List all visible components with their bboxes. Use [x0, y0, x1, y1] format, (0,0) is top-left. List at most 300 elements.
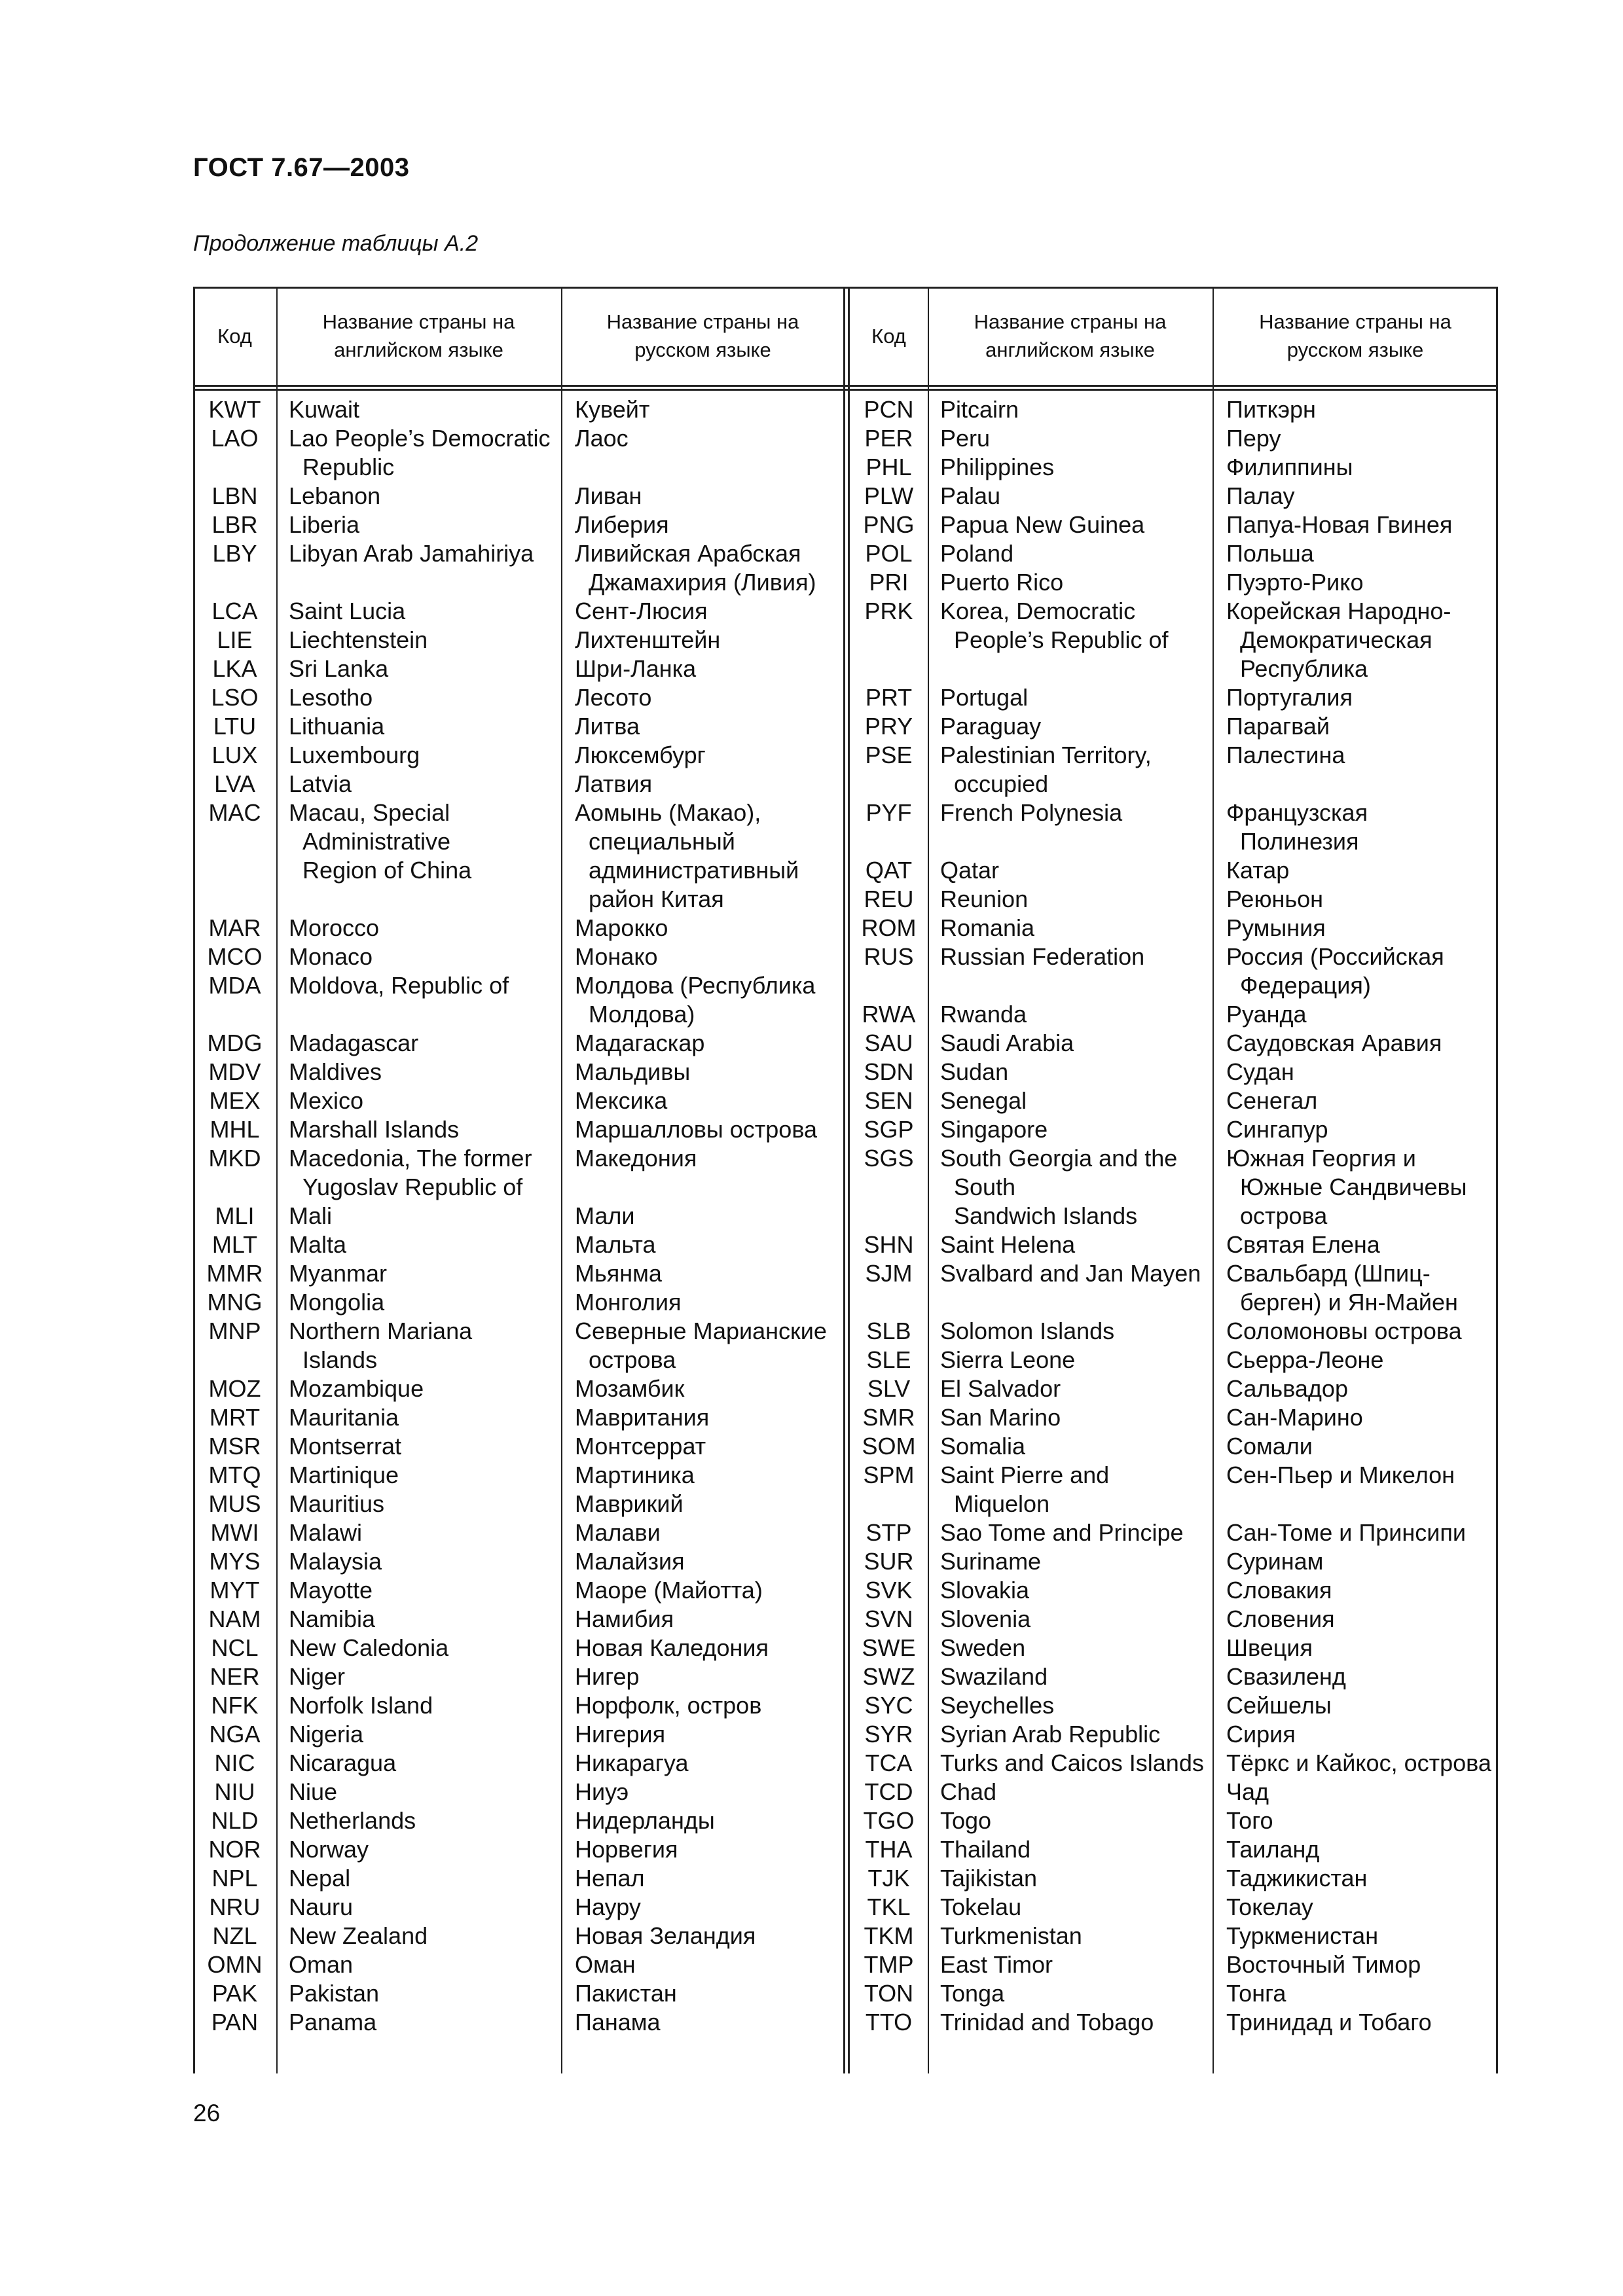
cell-line: New Zealand	[289, 1922, 428, 1949]
cell-line: Соломоновы острова	[1226, 1318, 1462, 1344]
cell-line: Marshall Islands	[289, 1116, 460, 1143]
code-cell: NER	[210, 1663, 260, 1690]
russian-name-cell	[1226, 1893, 1496, 1922]
cell-line: Швеция	[1226, 1634, 1313, 1661]
cell-line: Mozambique	[289, 1375, 424, 1402]
cell-line: Аомынь (Макао),	[575, 799, 761, 826]
table-row	[193, 1288, 1498, 1317]
cell-line: Южные Сандвичевы	[1240, 1174, 1467, 1200]
cell-line: Шри-Ланка	[575, 655, 697, 682]
cell-line: Реюньон	[1226, 886, 1323, 912]
code-cell: PRI	[869, 569, 909, 596]
cell-line: Northern Mariana	[289, 1318, 473, 1344]
table-row	[193, 770, 1498, 798]
table-row	[193, 1490, 1498, 1518]
english-name-cell	[289, 1576, 560, 1605]
russian-name-cell	[1226, 1086, 1496, 1115]
russian-name-cell	[575, 1979, 847, 2008]
russian-name-cell	[1226, 1576, 1496, 1605]
cell-line: Кувейт	[575, 396, 650, 423]
english-name-cell	[940, 914, 1212, 942]
cell-line: Люксембург	[575, 742, 706, 768]
english-name-cell	[289, 1806, 560, 1835]
cell-line: Свазиленд	[1226, 1663, 1346, 1690]
cell-line: Нигерия	[575, 1721, 666, 1748]
russian-name-cell	[1226, 511, 1496, 539]
english-name-cell	[940, 1029, 1212, 1058]
table-row	[193, 655, 1498, 683]
cell-line: Libyan Arab Jamahiriya	[289, 540, 534, 567]
code-cell: PAN	[211, 2009, 259, 2036]
russian-name-cell	[1226, 1518, 1496, 1547]
russian-name-cell	[575, 1950, 847, 1979]
code-cell: MLI	[215, 1202, 255, 1229]
english-name-cell	[289, 1778, 560, 1806]
code-cell: TCD	[864, 1778, 913, 1805]
russian-name-cell	[1226, 1950, 1496, 1979]
code-cell: SLE	[866, 1346, 911, 1373]
code-cell: NPL	[211, 1865, 258, 1892]
cell-line: Turks and Caicos Islands	[940, 1749, 1204, 1776]
english-name-cell	[940, 1403, 1212, 1432]
cell-line: Мьянма	[575, 1260, 662, 1287]
russian-name-cell	[1226, 2008, 1496, 2037]
cell-line: Montserrat	[289, 1433, 402, 1460]
table-row	[193, 1864, 1498, 1893]
russian-name-cell	[575, 942, 847, 971]
russian-name-cell	[575, 1806, 847, 1835]
table-row	[193, 1691, 1498, 1720]
cell-line: Mauritania	[289, 1404, 399, 1431]
cell-line: Южная Георгия и	[1226, 1145, 1416, 1172]
cell-line: Ливан	[575, 482, 642, 509]
cell-line: Македония	[575, 1145, 697, 1172]
cell-line: Norfolk Island	[289, 1692, 433, 1719]
english-name-cell	[940, 1374, 1212, 1403]
english-name-cell	[289, 1115, 560, 1144]
cell-line: Sweden	[940, 1634, 1026, 1661]
cell-line: Malta	[289, 1231, 347, 1258]
english-name-cell	[289, 655, 560, 683]
table-row	[193, 1720, 1498, 1749]
cell-line: Swaziland	[940, 1663, 1048, 1690]
english-name-cell	[289, 1720, 560, 1749]
english-name-cell	[289, 712, 560, 741]
cell-line: Rwanda	[940, 1001, 1027, 1028]
cell-line: South Georgia and the	[940, 1145, 1178, 1172]
cell-line: Словения	[1226, 1605, 1335, 1632]
cell-line: Маоре (Майотта)	[575, 1577, 763, 1604]
cell-line: Republic	[302, 454, 395, 480]
code-cell: SYR	[864, 1721, 913, 1748]
russian-name-cell	[575, 395, 847, 424]
russian-name-cell	[1226, 741, 1496, 770]
russian-name-cell	[1226, 683, 1496, 712]
cell-line: Oman	[289, 1951, 354, 1978]
english-name-cell	[289, 482, 560, 511]
cell-line: Сенегал	[1226, 1087, 1318, 1114]
cell-line: Monaco	[289, 943, 373, 970]
english-name-cell	[940, 1922, 1212, 1950]
header-russian-left	[561, 287, 845, 385]
russian-name-cell	[1226, 1864, 1496, 1893]
cell-line: Таджикистан	[1226, 1865, 1368, 1892]
cell-line: Nigeria	[289, 1721, 364, 1748]
english-name-cell	[940, 1086, 1212, 1115]
english-name-cell	[940, 1806, 1212, 1835]
cell-line: Лихтенштейн	[575, 626, 721, 653]
cell-line: Islands	[302, 1346, 378, 1373]
cell-line: Administrative	[302, 828, 451, 855]
cell-line: Мальдивы	[575, 1058, 691, 1085]
cell-line: Panama	[289, 2009, 377, 2036]
code-cell: LUX	[211, 742, 258, 768]
cell-line: Сингапур	[1226, 1116, 1328, 1143]
english-name-cell	[940, 1230, 1212, 1259]
code-cell: SEN	[864, 1087, 913, 1114]
cell-line: Сальвадор	[1226, 1375, 1348, 1402]
code-cell: MOZ	[208, 1375, 261, 1402]
cell-line: Мартиника	[575, 1462, 695, 1488]
russian-name-cell	[575, 2008, 847, 2037]
english-name-cell	[289, 1403, 560, 1432]
english-name-cell	[940, 1662, 1212, 1691]
cell-line: Палестина	[1226, 742, 1345, 768]
cell-line: Демократическая	[1240, 626, 1432, 653]
english-name-cell	[289, 1432, 560, 1461]
cell-line: Малайзия	[575, 1548, 685, 1575]
cell-line: Mauritius	[289, 1490, 385, 1517]
russian-name-cell	[575, 1518, 847, 1547]
english-name-cell	[289, 626, 560, 655]
header-english-line1: Название страны на	[974, 310, 1167, 333]
cell-line: Miquelon	[954, 1490, 1050, 1517]
cell-line: Luxembourg	[289, 742, 420, 768]
english-name-cell	[940, 1115, 1212, 1144]
cell-line: Либерия	[575, 511, 669, 538]
russian-name-cell	[575, 1576, 847, 1605]
cell-line: occupied	[954, 770, 1049, 797]
code-cell: PRT	[865, 684, 913, 711]
table-caption: Продолжение таблицы А.2	[193, 231, 479, 256]
code-cell: PHL	[866, 454, 912, 480]
cell-line: Liechtenstein	[289, 626, 428, 653]
english-name-cell	[289, 1058, 560, 1086]
cell-line: Федерация)	[1240, 972, 1371, 999]
code-cell: NCL	[211, 1634, 259, 1661]
cell-line: Норфолк, остров	[575, 1692, 762, 1719]
table-row	[193, 1346, 1498, 1374]
code-cell: LIE	[217, 626, 253, 653]
cell-line: Маршалловы острова	[575, 1116, 818, 1143]
english-name-cell	[940, 1691, 1212, 1720]
code-cell: LBR	[211, 511, 258, 538]
cell-line: Литва	[575, 713, 640, 740]
english-name-cell	[289, 1662, 560, 1691]
cell-line: Mexico	[289, 1087, 364, 1114]
russian-name-cell	[575, 741, 847, 770]
russian-name-cell	[1226, 1374, 1496, 1403]
russian-name-cell	[575, 1029, 847, 1058]
table-row	[193, 1086, 1498, 1115]
code-cell: SJM	[865, 1260, 913, 1287]
code-cell: MTQ	[208, 1462, 261, 1488]
cell-line: Сан-Марино	[1226, 1404, 1363, 1431]
code-cell: PCN	[864, 396, 914, 423]
cell-line: Маврикий	[575, 1490, 684, 1517]
russian-name-cell	[1226, 856, 1496, 885]
english-name-cell	[940, 1432, 1212, 1461]
cell-line: Никарагуа	[575, 1749, 689, 1776]
english-name-cell	[940, 1605, 1212, 1634]
russian-name-cell	[1226, 1835, 1496, 1864]
cell-line: острова	[589, 1346, 676, 1373]
cell-line: New Caledonia	[289, 1634, 449, 1661]
english-name-cell	[289, 1230, 560, 1259]
cell-line: Польша	[1226, 540, 1314, 567]
cell-line: Французская	[1226, 799, 1368, 826]
english-name-cell	[940, 1950, 1212, 1979]
code-cell: SDN	[864, 1058, 914, 1085]
english-name-cell	[289, 914, 560, 942]
cell-line: Lebanon	[289, 482, 381, 509]
code-cell: PSE	[865, 742, 913, 768]
cell-line: Poland	[940, 540, 1014, 567]
cell-line: Tokelau	[940, 1893, 1022, 1920]
cell-line: Liberia	[289, 511, 360, 538]
code-cell: TTO	[865, 2009, 913, 2036]
code-cell: LBY	[212, 540, 257, 567]
cell-line: Монтсеррат	[575, 1433, 706, 1460]
cell-line: Niue	[289, 1778, 338, 1805]
cell-line: Нидерланды	[575, 1807, 715, 1834]
english-name-cell	[289, 1086, 560, 1115]
cell-line: Руанда	[1226, 1001, 1307, 1028]
english-name-cell	[940, 1547, 1212, 1576]
russian-name-cell	[1226, 424, 1496, 453]
code-cell: MDG	[207, 1030, 263, 1056]
cell-line: Morocco	[289, 914, 380, 941]
table-row	[193, 482, 1498, 511]
cell-line: Nauru	[289, 1893, 354, 1920]
cell-line: Восточный Тимор	[1226, 1951, 1421, 1978]
code-cell: MCO	[207, 943, 263, 970]
english-name-cell	[289, 942, 560, 971]
russian-name-cell	[575, 1749, 847, 1778]
russian-name-cell	[1226, 1115, 1496, 1144]
table-row	[193, 683, 1498, 712]
russian-name-cell	[1226, 1029, 1496, 1058]
cell-line: Saudi Arabia	[940, 1030, 1074, 1056]
header-code-left	[193, 287, 276, 385]
header-bottom-rule-second	[193, 389, 1498, 391]
cell-line: Palau	[940, 482, 1001, 509]
table-row	[193, 1058, 1498, 1086]
russian-name-cell	[575, 1720, 847, 1749]
russian-name-cell	[1226, 1547, 1496, 1576]
russian-name-cell	[575, 1432, 847, 1461]
cell-line: Мали	[575, 1202, 635, 1229]
cell-line: People’s Republic of	[954, 626, 1169, 653]
english-name-cell	[289, 1259, 560, 1288]
english-name-cell	[289, 1518, 560, 1547]
cell-line: Senegal	[940, 1087, 1027, 1114]
code-cell: KWT	[208, 396, 261, 423]
code-cell: SWZ	[862, 1663, 915, 1690]
table-body	[193, 395, 1498, 2037]
code-cell: MSR	[208, 1433, 261, 1460]
english-name-cell	[940, 1634, 1212, 1662]
cell-line: Sudan	[940, 1058, 1009, 1085]
russian-name-cell	[575, 1403, 847, 1432]
english-name-cell	[289, 1490, 560, 1518]
english-name-cell	[289, 1691, 560, 1720]
cell-line: Malawi	[289, 1519, 363, 1546]
cell-line: Чад	[1226, 1778, 1269, 1805]
cell-line: Сьерра-Леоне	[1226, 1346, 1384, 1373]
russian-name-cell	[575, 1490, 847, 1518]
code-cell: NIC	[214, 1749, 255, 1776]
russian-name-cell	[575, 424, 847, 453]
english-name-cell	[940, 798, 1212, 827]
russian-name-cell	[1226, 1979, 1496, 2008]
english-name-cell	[289, 1979, 560, 2008]
cell-line: Macedonia, The former	[289, 1145, 532, 1172]
cell-line: East Timor	[940, 1951, 1053, 1978]
russian-name-cell	[575, 1893, 847, 1922]
table-row	[193, 1432, 1498, 1461]
cell-line: острова	[1240, 1202, 1328, 1229]
table-row	[193, 626, 1498, 655]
cell-line: Туркменистан	[1226, 1922, 1379, 1949]
english-name-cell	[289, 741, 560, 770]
cell-line: Lao People’s Democratic	[289, 425, 551, 452]
table-row	[193, 827, 1498, 856]
header-bottom-rule	[193, 385, 1498, 387]
russian-name-cell	[575, 1662, 847, 1691]
russian-name-cell	[1226, 1720, 1496, 1749]
english-name-cell	[940, 1835, 1212, 1864]
cell-line: Moldova, Republic of	[289, 972, 509, 999]
cell-line: Северные Марианские	[575, 1318, 827, 1344]
russian-name-cell	[575, 1922, 847, 1950]
cell-line: Катар	[1226, 857, 1290, 884]
russian-name-cell	[575, 1374, 847, 1403]
russian-name-cell	[575, 712, 847, 741]
english-name-cell	[940, 424, 1212, 453]
cell-line: Madagascar	[289, 1030, 419, 1056]
cell-line: Панама	[575, 2009, 661, 2036]
code-cell: MUS	[208, 1490, 261, 1517]
cell-line: Марокко	[575, 914, 668, 941]
russian-name-cell	[575, 1634, 847, 1662]
russian-name-cell	[1226, 1778, 1496, 1806]
russian-name-cell	[1226, 1691, 1496, 1720]
russian-name-cell	[1226, 1662, 1496, 1691]
cell-line: Ниуэ	[575, 1778, 629, 1805]
russian-name-cell	[1226, 1403, 1496, 1432]
cell-line: Saint Pierre and	[940, 1462, 1110, 1488]
cell-line: Нигер	[575, 1663, 640, 1690]
russian-name-cell	[575, 1144, 847, 1173]
english-name-cell	[940, 1317, 1212, 1346]
cell-line: Namibia	[289, 1605, 376, 1632]
russian-name-cell	[1226, 1749, 1496, 1778]
code-cell: TJK	[867, 1865, 910, 1892]
cell-line: Свальбард (Шпиц-	[1226, 1260, 1431, 1287]
code-cell: PNG	[863, 511, 915, 538]
russian-name-cell	[575, 655, 847, 683]
cell-line: Yugoslav Republic of	[302, 1174, 523, 1200]
cell-line: Латвия	[575, 770, 653, 797]
cell-line: Slovenia	[940, 1605, 1031, 1632]
english-name-cell	[289, 1634, 560, 1662]
code-cell: POL	[865, 540, 913, 567]
cell-line: Парагвай	[1226, 713, 1330, 740]
russian-name-cell	[575, 482, 847, 511]
code-cell: PYF	[866, 799, 912, 826]
code-cell: SVN	[864, 1605, 913, 1632]
code-cell: RUS	[864, 943, 914, 970]
russian-name-cell	[1226, 1058, 1496, 1086]
code-cell: SWE	[862, 1634, 916, 1661]
code-cell: REU	[864, 886, 914, 912]
cell-line: Macau, Special	[289, 799, 450, 826]
cell-line: Sao Tome and Principe	[940, 1519, 1184, 1546]
russian-name-cell	[1226, 1634, 1496, 1662]
code-cell: MAC	[208, 799, 261, 826]
code-cell: TON	[864, 1980, 914, 2007]
english-name-cell	[940, 482, 1212, 511]
english-name-cell	[940, 1720, 1212, 1749]
cell-line: Netherlands	[289, 1807, 416, 1834]
code-cell: MYS	[209, 1548, 261, 1575]
russian-name-cell	[575, 683, 847, 712]
table-row	[193, 568, 1498, 597]
english-name-cell	[289, 2008, 560, 2037]
english-name-cell	[289, 539, 560, 568]
english-name-cell	[940, 1864, 1212, 1893]
russian-name-cell	[575, 1058, 847, 1086]
cell-line: Оман	[575, 1951, 636, 1978]
table-row	[193, 1029, 1498, 1058]
cell-line: Region of China	[302, 857, 472, 884]
english-name-cell	[940, 712, 1212, 741]
code-cell: NAM	[208, 1605, 261, 1632]
code-cell: PER	[864, 425, 913, 452]
english-name-cell	[940, 1893, 1212, 1922]
cell-line: Намибия	[575, 1605, 674, 1632]
code-cell: MAR	[208, 914, 261, 941]
russian-name-cell	[1226, 1922, 1496, 1950]
table-row	[193, 1115, 1498, 1144]
table-row	[193, 1950, 1498, 1979]
table-row	[193, 1605, 1498, 1634]
code-cell: SHN	[864, 1231, 914, 1258]
code-cell: MRT	[209, 1404, 261, 1431]
header-russian-line2: русском языке	[634, 338, 771, 361]
cell-line: Тринидад и Тобаго	[1226, 2009, 1432, 2036]
code-cell: TGO	[863, 1807, 915, 1834]
cell-line: Pakistan	[289, 1980, 380, 2007]
russian-name-cell	[575, 1691, 847, 1720]
code-cell: LVA	[214, 770, 255, 797]
english-name-cell	[940, 1979, 1212, 2008]
cell-line: Thailand	[940, 1836, 1031, 1863]
code-cell: NFK	[211, 1692, 259, 1719]
code-cell: STP	[866, 1519, 912, 1546]
english-name-cell	[289, 1950, 560, 1979]
